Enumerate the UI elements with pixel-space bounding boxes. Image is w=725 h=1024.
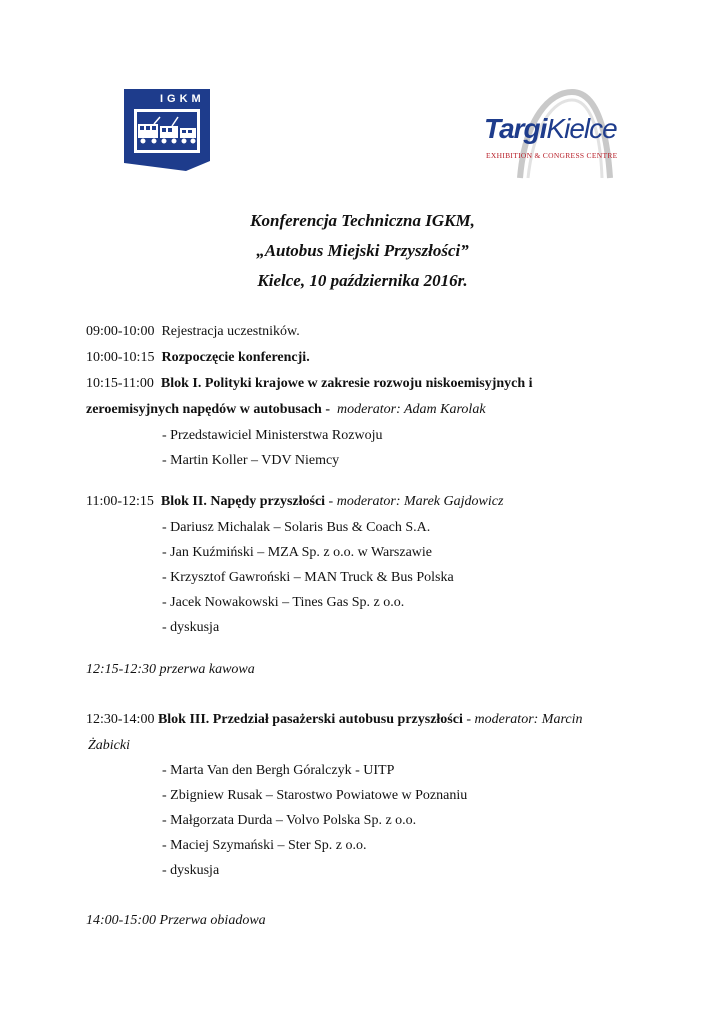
targi-kielce-logo <box>480 88 640 180</box>
block2-moderator: moderator: Marek Gajdowicz <box>336 494 504 509</box>
block2-speaker: - Jacek Nowakowski – Tines Gas Sp. z o.o. <box>162 595 405 610</box>
opening-text: Rozpoczęcie konferencji. <box>161 350 310 365</box>
block3-speaker: - Marta Van den Bergh Góralczyk - UITP <box>162 763 395 778</box>
block1-row-cont <box>86 402 486 418</box>
block3-moderator: moderator: Marcin <box>474 712 583 727</box>
block2-title: Blok II. Napędy przyszłości <box>160 494 326 509</box>
conference-subtitle: „Autobus Miejski Przyszłości” <box>256 241 469 260</box>
registration-time: 09:00-10:00 <box>86 324 155 339</box>
registration-text: Rejestracja uczestników. <box>161 324 300 339</box>
block3-separator: - <box>466 712 472 727</box>
opening-row <box>86 350 310 366</box>
igkm-logo <box>124 89 210 171</box>
block1-speaker: - Martin Koller – VDV Niemcy <box>162 453 340 468</box>
block2-time: 11:00-12:15 <box>86 494 154 509</box>
block3-row <box>86 712 583 728</box>
opening-time: 10:00-10:15 <box>86 350 155 365</box>
block1-title: Blok I. Polityki krajowe w zakresie rozwoju niskoemisyjnych i <box>160 376 533 391</box>
block1-moderator: moderator: Adam Karolak <box>336 402 486 417</box>
igkm-logo-text: IGKM <box>160 93 205 105</box>
block2-separator: - <box>328 494 334 509</box>
block3-speaker: - Maciej Szymański – Ster Sp. z o.o. <box>162 838 367 853</box>
kielce-word: Kielce <box>546 113 617 144</box>
block1-time: 10:15-11:00 <box>86 376 154 391</box>
lunch-break: 14:00-15:00 Przerwa obiadowa <box>86 913 266 928</box>
block3-moderator-cont: Żabicki <box>88 738 130 753</box>
block2-speaker: - Jan Kuźmiński – MZA Sp. z o.o. w Warszawie <box>162 545 433 560</box>
registration-row <box>86 324 300 340</box>
block1-row <box>86 376 533 392</box>
block3-discussion: - dyskusja <box>162 863 220 878</box>
conference-place-date: Kielce, 10 października 2016r. <box>257 271 468 290</box>
targi-subtitle: EXHIBITION & CONGRESS CENTRE <box>486 151 618 160</box>
block3-time: 12:30-14:00 <box>86 712 155 727</box>
block2-discussion: - dyskusja <box>162 620 220 635</box>
block1-title-cont: zeroemisyjnych napędów w autobusach - <box>86 402 330 417</box>
block3-speaker: - Zbigniew Rusak – Starostwo Powiatowe w Poznaniu <box>162 788 468 803</box>
targi-kielce-wordmark <box>484 113 617 145</box>
block2-row <box>86 494 503 510</box>
coffee-break: 12:15-12:30 przerwa kawowa <box>86 662 255 677</box>
block2-speaker: - Dariusz Michalak – Solaris Bus & Coach S.A. <box>162 520 431 535</box>
block3-title: Blok III. Przedział pasażerski autobusu przyszłości <box>157 712 463 727</box>
block3-speaker: - Małgorzata Durda – Volvo Polska Sp. z o.o. <box>162 813 417 828</box>
block2-speaker: - Krzysztof Gawroński – MAN Truck & Bus Polska <box>162 570 454 585</box>
conference-title: Konferencja Techniczna IGKM, <box>250 211 475 230</box>
block1-speaker: - Przedstawiciel Ministerstwa Rozwoju <box>162 428 383 443</box>
targi-word: Targi <box>484 113 547 144</box>
